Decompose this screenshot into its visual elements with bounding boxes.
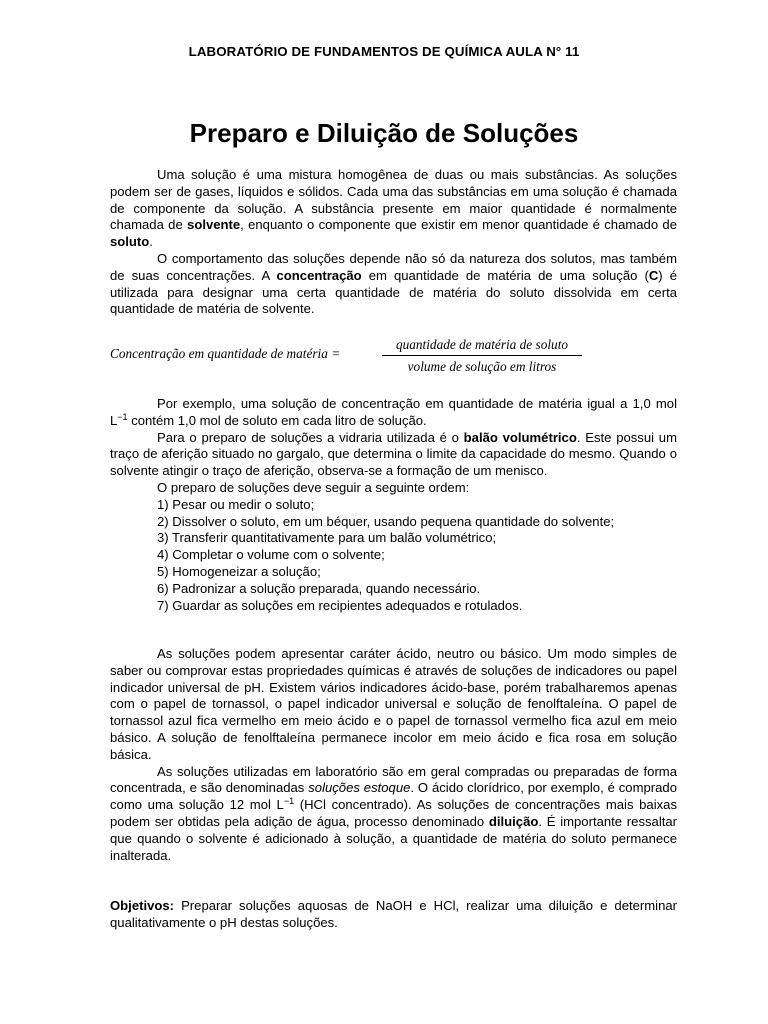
term-concentracao: concentração: [276, 267, 362, 283]
list-item: 7) Guardar as soluções em recipientes adequados e rotulados.: [157, 597, 523, 613]
list-item: 5) Homogeneizar a solução;: [157, 563, 321, 579]
preparation-section: [110, 396, 677, 614]
objectives-section: [110, 898, 677, 932]
paragraph-solution-definition: Uma solução é uma mistura homogênea de duas ou mais substâncias. As soluções podem ser de gases, líquidos e sólidos. Cada uma das substâncias em uma solução é chamada de componente da solução. A substância presente em maior quantidade é normalmente chamada de solvente, enquanto o componente que existir em menor quantidade é chamado de soluto.: [110, 167, 677, 250]
formula-fraction: [382, 337, 582, 375]
formula-numerator: quantidade de matéria de soluto: [382, 337, 582, 356]
term-soluto: soluto: [110, 234, 150, 250]
formula-lhs: Concentração em quantidade de matéria =: [110, 346, 341, 361]
concentration-formula: [110, 337, 677, 377]
term-c: C: [648, 267, 659, 283]
list-item: 2) Dissolver o soluto, em um béquer, usando pequena quantidade do solvente;: [157, 513, 615, 529]
indicators-section: [110, 646, 677, 864]
objectives-label: Objetivos:: [110, 898, 175, 913]
intro-section: [110, 167, 677, 318]
page-title: Preparo e Diluição de Soluções: [189, 118, 579, 148]
term-solucoes-estoque: soluções estoque: [308, 780, 411, 796]
list-item: 1) Pesar ou medir o soluto;: [157, 496, 315, 512]
steps-list: [110, 497, 677, 615]
term-balao-volumetrico: balão volumétrico: [463, 429, 577, 445]
paragraph-volumetric-flask: Para o preparo de soluções a vidraria utilizada é o balão volumétrico. Este possui um traço de aferição situado no gargalo, que determina o limite da capacidade do mesmo. Quando o solvente atingir o traço de aferição, observa-se a formação de um menisco.: [110, 429, 677, 479]
page-header: LABORATÓRIO DE FUNDAMENTOS DE QUÍMICA AULA N° 11: [188, 44, 580, 59]
list-item: 6) Padronizar a solução preparada, quando necessário.: [157, 580, 481, 596]
paragraph-order: O preparo de soluções deve seguir a seguinte ordem:: [157, 479, 470, 495]
term-solvente: solvente: [187, 217, 241, 233]
term-diluicao: diluição: [488, 813, 539, 829]
list-item: 3) Transferir quantitativamente para um balão volumétrico;: [157, 530, 497, 546]
list-item: 4) Completar o volume com o solvente;: [157, 547, 385, 563]
formula-denominator: volume de solução em litros: [407, 359, 557, 374]
paragraph-indicators: As soluções podem apresentar caráter ácido, neutro ou básico. Um modo simples de saber ou comprovar estas propriedades químicas é através de soluções de indicadores ou papel indicador universal de pH. Existem vários indicadores ácido-base, porém trabalharemos apenas com o papel de tornassol, o papel indicador universal e solução de fenolftaleína. O papel de tornassol azul fica vermelho em meio ácido e o papel de tornassol vermelho fica azul em meio básico. A solução de fenolftaleína permanece incolor em meio ácido e fica rosa em solução básica.: [110, 646, 677, 762]
paragraph-example: Por exemplo, uma solução de concentração em quantidade de matéria igual a 1,0 mol $L^{-1}$ contém 1,0 mol de soluto em cada litro de solução.: [110, 396, 677, 428]
paragraph-concentration: O comportamento das soluções depende não só da natureza dos solutos, mas também de suas concentrações. A concentração em quantidade de matéria de uma solução (C) é utilizada para designar uma certa quantidade de matéria do soluto dissolvida em certa quantidade de matéria de solvente.: [110, 250, 677, 317]
paragraph-stock-solutions: As soluções utilizadas em laboratório são em geral compradas ou preparadas de forma concentrada, e são denominadas soluções estoque. O ácido clorídrico, por exemplo, é comprado como uma solução 12 mol $L^{-1}$ (HCl concentrado). As soluções de concentrações mais baixas podem ser obtidas pela adição de água, processo denominado diluição. É importante ressaltar que quando o solvente é adicionado à solução, a quantidade de matéria do soluto permanece inalterada.: [110, 763, 678, 863]
paragraph-objectives: Objetivos: Preparar soluções aquosas de NaOH e HCl, realizar uma diluição e determinar qualitativamente o pH destas soluções.: [110, 898, 677, 930]
